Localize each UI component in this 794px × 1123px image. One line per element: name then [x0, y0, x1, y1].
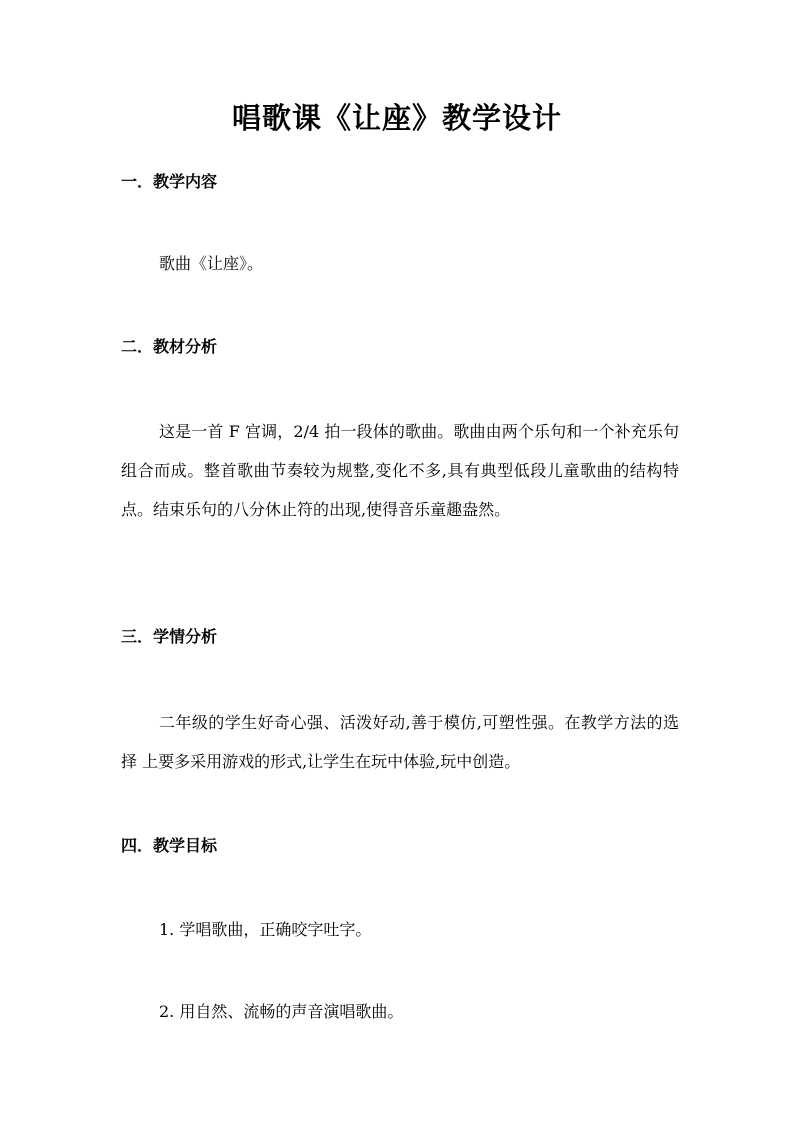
section-heading-teaching-goals: 四．教学目标: [121, 836, 218, 855]
section-body-teaching-content: 歌曲《让座》。: [159, 254, 264, 273]
section-heading-teaching-content: 一．教学内容: [121, 172, 218, 191]
page-title: 唱歌课《让座》教学设计: [231, 101, 562, 135]
section-body-material-analysis: 这是一首 F 宫调，2/4 拍一段体的歌曲。歌曲由两个乐句和一个补充乐句组合而成。整首歌曲节奏较为规整,变化不多,具有典型低段儿童歌曲的结构特点。结束乐句的八分休止符的出现,使得音乐童趣盎然。: [121, 422, 679, 519]
section-body-student-analysis: 二年级的学生好奇心强、活泼好动,善于模仿,可塑性强。在教学方法的选择 上要多采用游戏的形式,让学生在玩中体验,玩中创造。: [121, 713, 679, 771]
section-heading-material-analysis: 二．教材分析: [121, 337, 218, 356]
section-heading-student-analysis: 三．学情分析: [121, 627, 218, 646]
list-item: 1. 学唱歌曲，正确咬字吐字。: [159, 920, 372, 939]
list-item: 2. 用自然、流畅的声音演唱歌曲。: [159, 1002, 404, 1021]
